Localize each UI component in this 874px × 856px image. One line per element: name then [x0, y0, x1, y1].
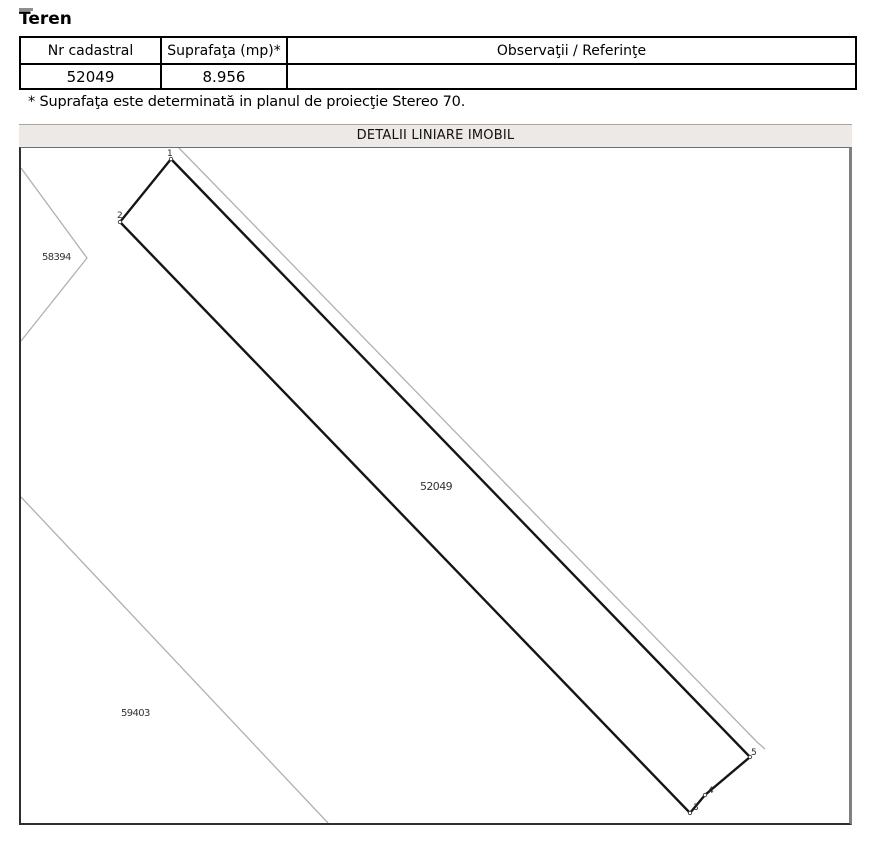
- cell-observatii: [287, 64, 856, 89]
- page-title: Teren: [19, 9, 72, 29]
- neighbor-label-59403: 59403: [121, 708, 150, 719]
- vertex-label-4: 4: [708, 786, 714, 796]
- vertex-label-5: 5: [751, 748, 757, 758]
- column-header-observatii: Observaţii / Referinţe: [287, 37, 856, 64]
- teren-table: [19, 36, 857, 90]
- neighbor-boundary-right: [179, 148, 765, 749]
- cadastral-plan: [19, 147, 852, 825]
- neighbor-label-58394: 58394: [42, 252, 71, 263]
- vertex-label-2: 2: [117, 211, 123, 221]
- parcel-number-label: 52049: [420, 480, 452, 493]
- cell-suprafata: 8.956: [161, 64, 287, 89]
- surface-footnote: * Suprafaţa este determinată in planul de proiecţie Stereo 70.: [28, 94, 466, 110]
- neighbor-boundary-59403: [21, 497, 328, 823]
- vertex-label-3: 3: [693, 803, 699, 813]
- column-header-nr-cadastral: Nr cadastral: [20, 37, 161, 64]
- vertex-marker-4: [703, 793, 706, 796]
- column-header-suprafata: Suprafaţa (mp)*: [161, 37, 287, 64]
- cell-nr-cadastral: 52049: [20, 64, 161, 89]
- vertex-label-1: 1: [167, 149, 173, 159]
- table-header-row: [20, 37, 856, 64]
- table-row: [20, 64, 856, 89]
- plan-section-title: DETALII LINIARE IMOBIL: [19, 124, 852, 147]
- vertex-marker-3: [688, 811, 691, 814]
